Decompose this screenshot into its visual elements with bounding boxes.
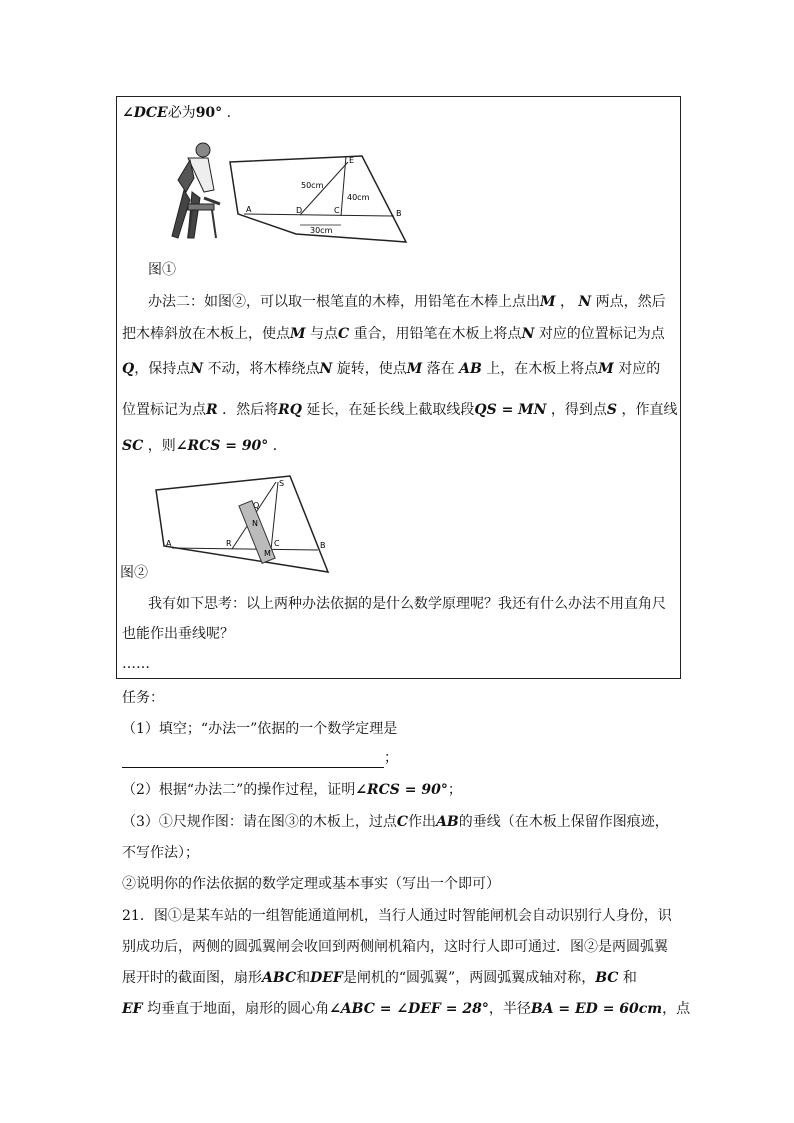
task-q1-answer: ； (122, 748, 398, 768)
answer-blank[interactable] (122, 753, 384, 768)
label-b: B (396, 209, 402, 218)
fig2-label-s: S (279, 479, 285, 488)
q21-line-2: 别成功后，两侧的圆弧翼闸会收回到两侧闸机箱内，这时行人即可通过．图②是两圆弧翼 (122, 939, 668, 955)
fig2-label-r: R (226, 539, 232, 548)
figure-2 (150, 472, 340, 576)
thought-line-2: 也能作出垂线呢？ (122, 626, 234, 642)
person-illustration (172, 143, 220, 238)
fig2-label-c: C (274, 539, 280, 548)
method2-line-3: Q，保持点N 不动，将木棒绕点N 旋转，使点M 落在 AB 上，在木板上将点M 对应的 (122, 361, 661, 377)
task-q2: （2）根据“办法二”的操作过程，证明∠RCS = 90°； (122, 782, 462, 798)
q21-line-3: 展开时的截面图，扇形ABC和DEF是闸机的“圆弧翼”，两圆弧翼成轴对称，BC 和 (122, 970, 637, 986)
method2-line-4: 位置标记为点R ．然后将RQ 延长，在延长线上截取线段QS = MN ，得到点S ，作直线 (122, 402, 678, 418)
label-a: A (246, 205, 252, 214)
fig2-label-b: B (320, 541, 326, 550)
label-d: D (296, 206, 303, 215)
fig2-label-q: Q (253, 501, 260, 510)
figure-1-caption: 图① (148, 262, 176, 278)
task-title: 任务： (122, 690, 164, 706)
method2-line-1: 办法二：如图②，可以取一根笔直的木棒，用铅笔在木棒上点出M ， N 两点，然后 (148, 294, 666, 310)
label-c: C (334, 206, 340, 215)
fig2-label-m: M (264, 549, 271, 558)
thought-line-1: 我有如下思考：以上两种办法依据的是什么数学原理呢？我还有什么办法不用直角尺 (148, 596, 666, 612)
method2-line-2: 把木棒斜放在木板上，使点M 与点C 重合，用铅笔在木板上将点N 对应的位置标记为点 (122, 326, 665, 342)
task-q1: （1）填空；“办法一”依据的一个数学定理是 (122, 721, 398, 737)
task-q3-line-3: ②说明你的作法依据的数学定理或基本事实（写出一个即可） (122, 876, 500, 892)
label-40cm: 40cm (347, 193, 370, 202)
task-q3-line-1: （3）①尺规作图：请在图③的木板上，过点C作出AB的垂线（在木板上保留作图痕迹， (122, 814, 669, 830)
figure-1 (148, 130, 418, 248)
box-line-1: ∠DCE必为90° . (122, 105, 232, 121)
label-e: E (349, 156, 355, 165)
method2-line-5: SC ，则∠RCS = 90° ． (122, 438, 287, 454)
task-q3-line-2: 不写作法）； (122, 845, 199, 861)
figure-2-caption: 图② (120, 565, 148, 581)
label-30cm: 30cm (310, 226, 333, 235)
q21-line-1: 21．图①是某车站的一组智能通道闸机，当行人通过时智能闸机会自动识别行人身份，识 (122, 908, 672, 924)
ellipsis: …… (122, 656, 150, 672)
q21-line-4: EF 均垂直于地面，扇形的圆心角∠ABC = ∠DEF = 28°，半径BA = ED = 60cm，点 (122, 1001, 691, 1017)
fig2-label-n: N (252, 519, 258, 528)
label-50cm: 50cm (301, 181, 324, 190)
fig2-label-a: A (166, 539, 172, 548)
